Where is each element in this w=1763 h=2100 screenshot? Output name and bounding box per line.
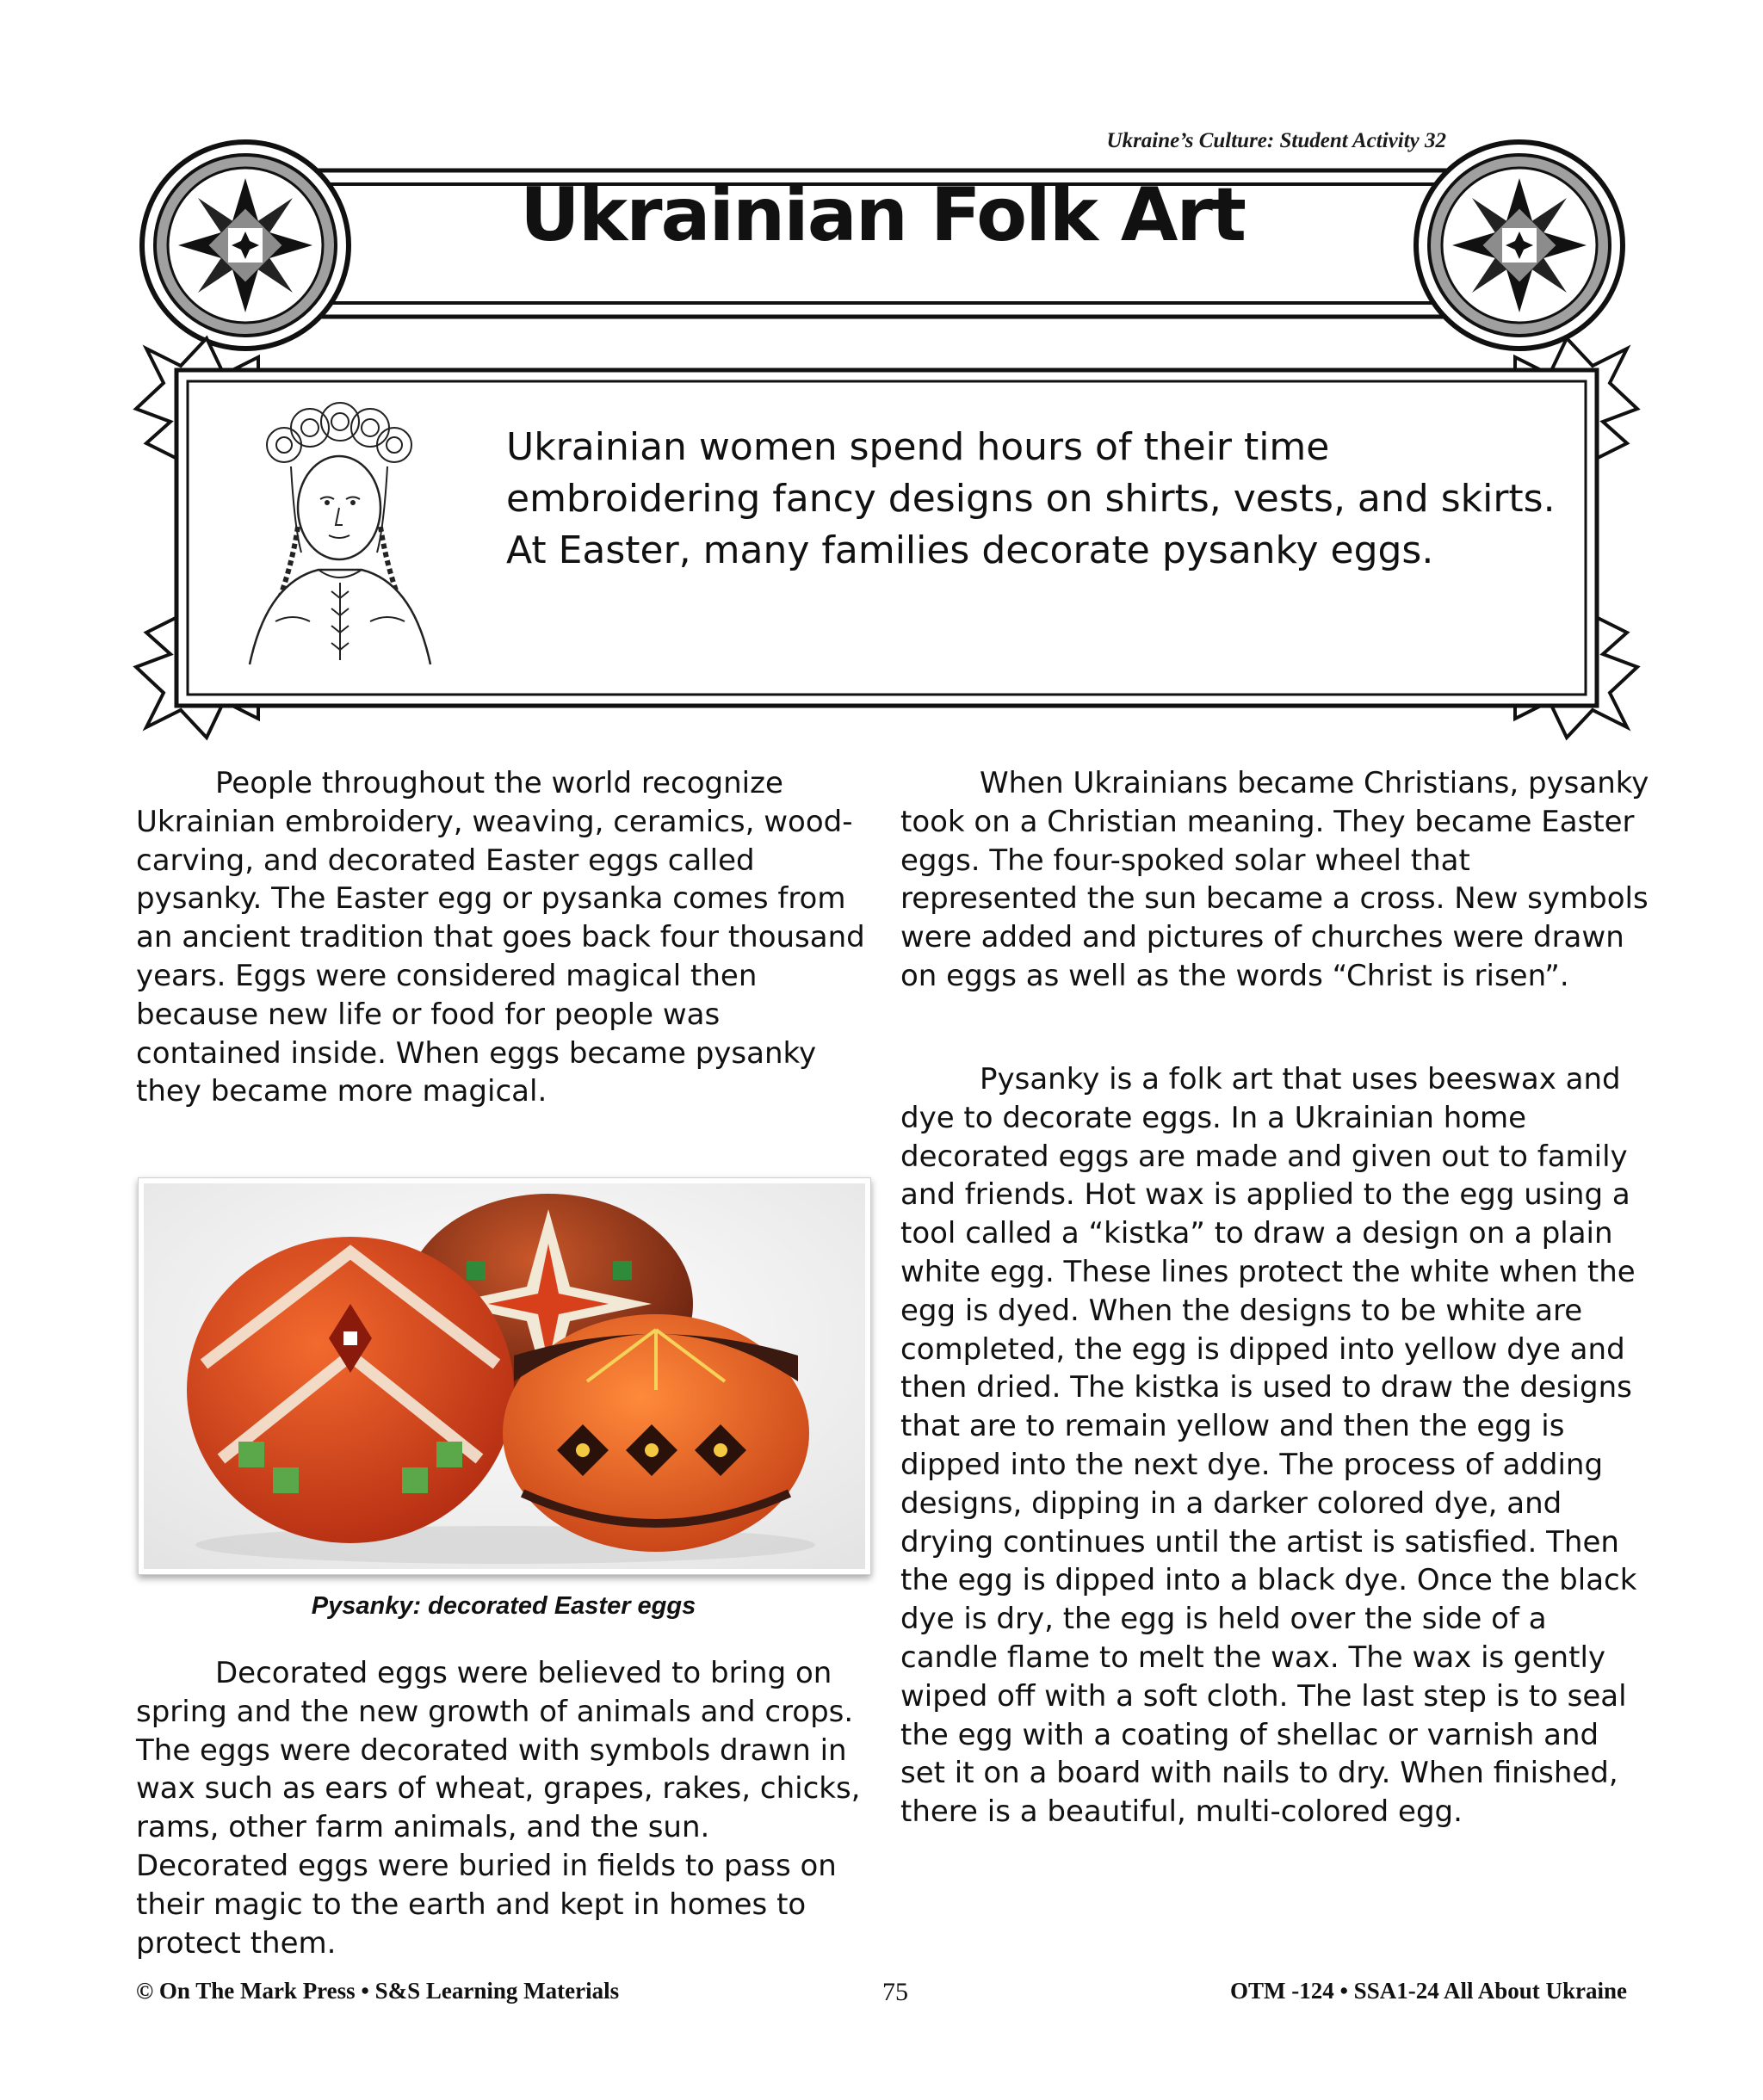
body-right-column-bottom — [900, 1060, 1649, 1831]
page-number: 75 — [882, 1978, 908, 2006]
footer-publisher: © On The Mark Press • S&S Learning Materials — [136, 1978, 620, 2004]
paragraph-embroidery: People throughout the world recognize Ukrainian embroidery, weaving, ceramics, wood-carving, and decorated Easter eggs called pysanky. The Easter egg or pysanka comes from an ancient tradition that goes back four thousand years. Eggs were considered magical then because new life or food for people was contained inside. When eggs became pysanky they became more magical. — [136, 766, 865, 1109]
pysanky-eggs-photo-icon — [144, 1183, 865, 1569]
body-left-column-top — [136, 764, 868, 1111]
paragraph-christian-meaning: When Ukrainians became Christians, pysanky took on a Christian meaning. They became Easter eggs. The four-spoked solar wheel that represented the sun became a cross. New symbols were added and pictures of churches were drawn on eggs as well as the words “Christ is risen”. — [900, 766, 1649, 993]
page-title: Ukrainian Folk Art — [520, 172, 1245, 258]
body-left-column-bottom — [136, 1654, 868, 1962]
paragraph-spring-beliefs: Decorated eggs were believed to bring on spring and the new growth of animals and crops. The eggs were decorated with symbols drawn in wax such as ears of wheat, grapes, rakes, chicks, rams, other farm animals, and the sun. Decorated eggs were buried in fields to pass on their magic to the earth and kept in homes to protect them. — [136, 1656, 861, 1961]
photo-caption: Pysanky: decorated Easter eggs — [311, 1592, 696, 1620]
body-right-column-top — [900, 764, 1649, 996]
star-medallion-right-icon — [1412, 138, 1627, 353]
pysanky-photo-frame — [138, 1177, 871, 1575]
intro-text: Ukrainian women spend hours of their time embroidering fancy designs on shirts, vests, and skirts. At Easter, many families decorate pysanky eggs. — [506, 425, 1556, 572]
footer-series: OTM -124 • SSA1-24 All About Ukraine — [1229, 1978, 1627, 2004]
activity-kicker: Ukraine’s Culture: Student Activity 32 — [1106, 129, 1446, 152]
paragraph-pysanky-process: Pysanky is a folk art that uses beeswax and dye to decorate eggs. In a Ukrainian home decorated eggs are made and given out to family and friends. Hot wax is applied to the egg using a tool called a “kistka” to draw a design on a plain white egg. These lines protect the white when the egg is dyed. When the designs to be white are completed, the egg is dipped into yellow dye and then dried. The kistka is used to draw the designs that are to remain yellow and then the egg is dipped into the next dye. The process of adding designs, dipping in a darker colored dye, and drying continues until the artist is satisfied. Then the egg is dipped into a black dye. Once the black dye is dry, the egg is held over the side of a candle flame to melt the wax. The wax is gently wiped off with a soft cloth. The last step is to seal the egg with a coating of shellac or varnish and set it on a board with nails to dry. When finished, there is a beautiful, multi-colored egg. — [900, 1062, 1637, 1830]
woman-with-flower-wreath-illustration-icon — [215, 398, 456, 673]
star-medallion-left-icon — [138, 138, 353, 353]
